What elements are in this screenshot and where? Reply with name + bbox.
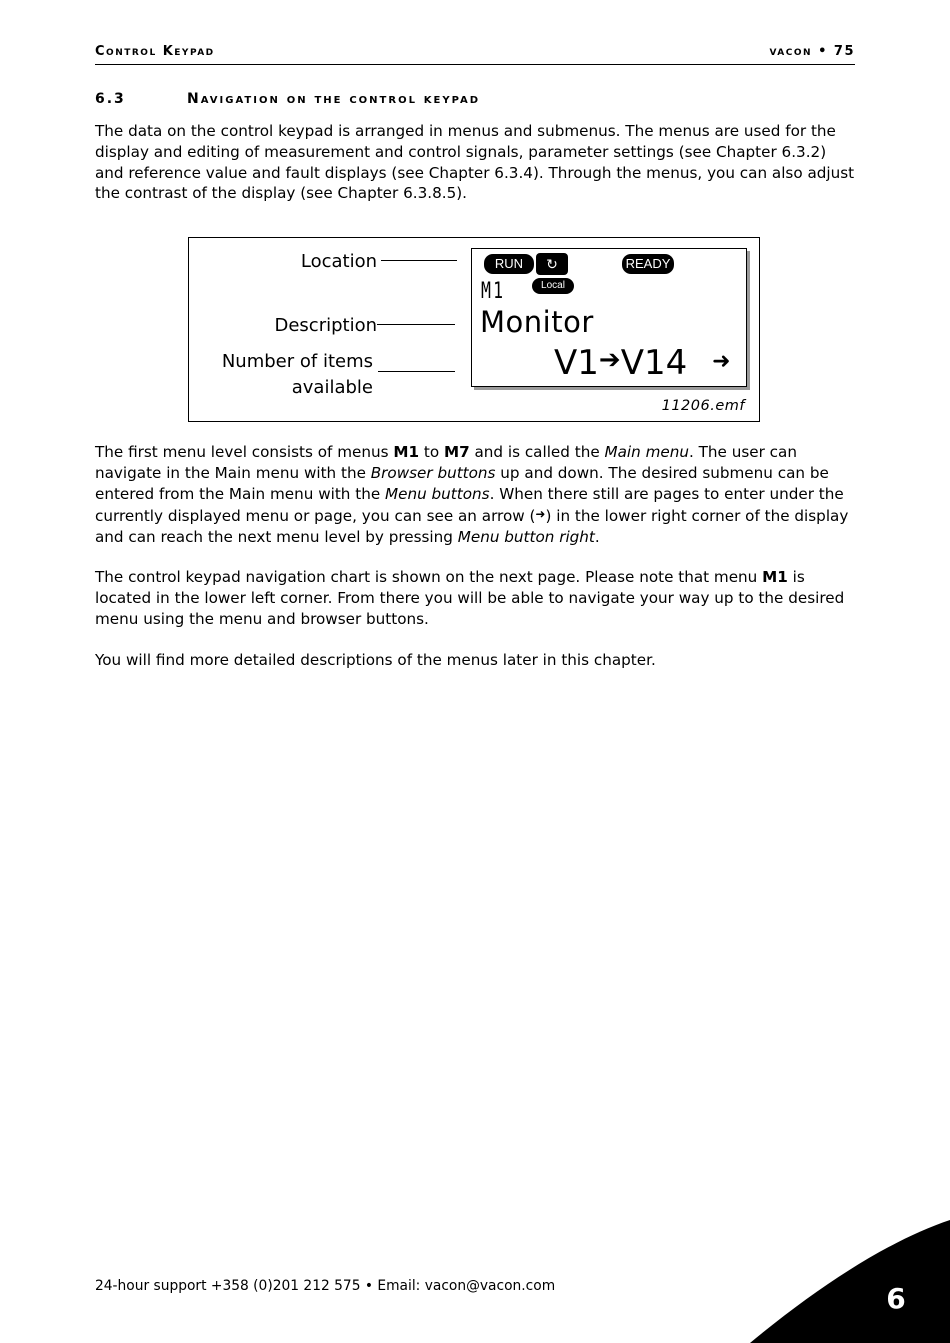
menu-m7: M7 (443, 443, 470, 461)
term-menu-buttons: Menu buttons (385, 484, 490, 503)
range-end: V14 (620, 343, 688, 383)
lcd-display (471, 248, 747, 387)
range-start: V1 (554, 343, 599, 383)
local-indicator: Local (532, 278, 574, 294)
main-menu-paragraph: The first menu level consists of menus M1 to M7 and is called the Main menu. The user can navigate in the Main menu with the Browser buttons up and down. The desired submenu can be entered from the Main menu with the Menu buttons. When there still are pages to enter under the currently displayed menu or page, you can see an arrow (➜) in the lower right corner of the display and can reach the next menu level by pressing Menu button right. (95, 443, 849, 547)
chapter-tab (740, 1215, 950, 1343)
label-description: Description (274, 315, 377, 336)
term-main-menu: Main menu (604, 443, 689, 461)
submenu-arrow-icon: ➜ (712, 349, 731, 374)
page-header (95, 44, 855, 65)
section-title: Navigation on the control keypad (187, 91, 481, 107)
intro-paragraph: The data on the control keypad is arranged in menus and submenus. The menus are used for the display and editing of measurement and control signals, parameter settings (see Chapter 6.3.2) and reference value and fault displays (see Chapter 6.3.4). Through the menus, you can also adjust the contrast of the display (see Chapter 6.3.8.5). (95, 122, 855, 203)
inline-arrow-icon: ➜ (535, 507, 546, 522)
section-heading (95, 91, 855, 107)
section-number: 6.3 (95, 91, 126, 107)
term-menu-button-right: Menu button right (457, 528, 595, 547)
term-browser-buttons: Browser buttons (370, 463, 496, 482)
leader-line-description (377, 324, 455, 325)
menu-description: Monitor (480, 305, 594, 339)
keypad-display-figure (188, 237, 760, 422)
rotation-direction-icon: ↻ (536, 253, 568, 275)
range-arrow-icon: ➔ (598, 345, 621, 375)
figure-filename: 11206.emf (661, 398, 745, 414)
chapter-number: 6 (886, 1282, 906, 1315)
run-indicator: RUN (484, 254, 534, 274)
label-number-of-items-line1: Number of items (221, 351, 373, 372)
label-number-of-items (189, 349, 373, 401)
navigation-chart-paragraph: The control keypad navigation chart is shown on the next page. Please note that menu M1 is located in the lower left corner. From there you will be able to navigate your way up to the desired menu using the menu and browser buttons. (95, 568, 845, 628)
menu-m1-ref: M1 (762, 568, 788, 586)
footer-support: 24-hour support +358 (0)201 212 575 • Email: vacon@vacon.com (95, 1278, 556, 1294)
closing-paragraph: You will find more detailed descriptions of the menus later in this chapter. (95, 651, 656, 669)
label-number-of-items-line2: available (291, 377, 373, 398)
label-location: Location (300, 251, 377, 272)
header-page-number: vacon • 75 (769, 44, 855, 59)
leader-line-location (381, 260, 457, 261)
location-code: M1 (481, 279, 506, 304)
chapter-tab-shape (750, 1220, 950, 1343)
items-range (554, 343, 687, 383)
leader-line-items (378, 371, 455, 372)
ready-indicator: READY (622, 254, 674, 274)
menu-m1: M1 (393, 443, 420, 461)
header-chapter-title: Control Keypad (95, 44, 215, 59)
